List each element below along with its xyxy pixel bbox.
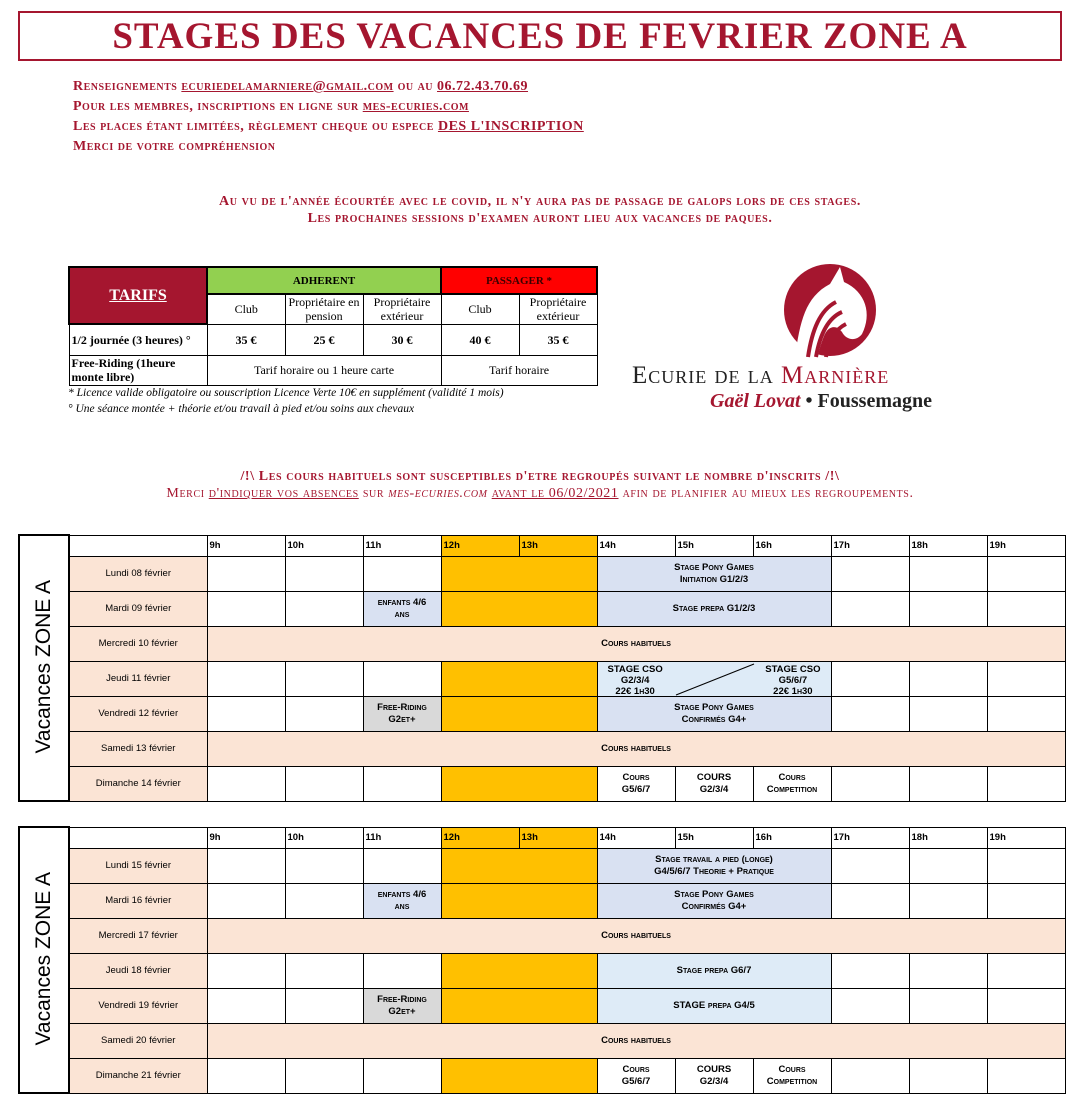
cours-habituels: Cours habituels	[207, 1023, 1065, 1058]
day-label: Mercredi 10 février	[69, 626, 207, 661]
day-label: Mercredi 17 février	[69, 918, 207, 953]
logo-subtitle	[710, 390, 932, 413]
hour-header: 9h	[207, 827, 285, 848]
adherent-header: ADHERENT	[207, 267, 441, 294]
title-banner	[18, 11, 1062, 61]
event-travail-a-pied: Stage travail a pied (longe) G4/5/6/7 Theorie + Pratique	[597, 848, 831, 883]
info-line-payment	[73, 119, 584, 135]
price-cell: 30 €	[363, 324, 441, 355]
lunch-break	[441, 848, 597, 883]
lunch-break	[441, 766, 597, 801]
lunch-break	[441, 591, 597, 626]
lunch-break	[441, 556, 597, 591]
day-label: Vendredi 12 février	[69, 696, 207, 731]
free-riding-adherent: Tarif horaire ou 1 heure carte	[207, 355, 441, 385]
info-line-inscription	[73, 99, 469, 115]
lunch-break	[441, 1058, 597, 1093]
event-cours-g567: Cours G5/6/7	[597, 1058, 675, 1093]
day-label: Mardi 09 février	[69, 591, 207, 626]
hour-header: 17h	[831, 827, 909, 848]
zone-label: Vacances ZONE A	[19, 827, 69, 1093]
logo-name-red: Marnière	[781, 362, 890, 389]
hour-header: 17h	[831, 535, 909, 556]
row-free-riding: Free-Riding (1heure monte libre)	[69, 355, 207, 385]
hour-header: 18h	[909, 827, 987, 848]
col-club-passager: Club	[441, 294, 519, 324]
hour-header: 18h	[909, 535, 987, 556]
hour-header: 11h	[363, 535, 441, 556]
price-cell: 40 €	[441, 324, 519, 355]
hour-header: 13h	[519, 535, 597, 556]
passager-header: PASSAGER *	[441, 267, 597, 294]
day-label: Lundi 15 février	[69, 848, 207, 883]
event-free-riding: Free-Riding G2et+	[363, 696, 441, 731]
contact-or: ou au	[393, 79, 438, 94]
lunch-break	[441, 883, 597, 918]
lunch-break	[441, 953, 597, 988]
event-stage-prepa: Stage prepa G1/2/3	[597, 591, 831, 626]
note-licence: * Licence valide obligatoire ou souscription Licence Verte 10€ en supplément (validité 1 mois)	[68, 387, 504, 399]
lunch-break	[441, 696, 597, 731]
lunch-break	[441, 661, 597, 696]
corner-cell	[69, 535, 207, 556]
day-label: Dimanche 21 février	[69, 1058, 207, 1093]
event-pony-games-confirmes: Stage Pony Games Confirmés G4+	[597, 883, 831, 918]
event-cours-competition: Cours Competition	[753, 1058, 831, 1093]
covid-notice-1: Au vu de l'année écourtée avec le covid, il n'y aura pas de passage de galops lors de ces stages.	[219, 194, 861, 209]
hour-header: 13h	[519, 827, 597, 848]
schedule-week-1	[18, 534, 1064, 802]
free-riding-passager: Tarif horaire	[441, 355, 597, 385]
cours-habituels: Cours habituels	[207, 918, 1065, 953]
price-cell: 35 €	[519, 324, 597, 355]
hour-header: 16h	[753, 827, 831, 848]
day-label: Mardi 16 février	[69, 883, 207, 918]
logo-town: Foussemagne	[817, 390, 932, 412]
event-stage-prepa-g67: Stage prepa G6/7	[597, 953, 831, 988]
payment-label: Les places étant limitées, règlement cheque ou espece	[73, 119, 438, 134]
day-label: Samedi 13 février	[69, 731, 207, 766]
hour-header: 14h	[597, 827, 675, 848]
hour-header: 11h	[363, 827, 441, 848]
event-enfants: enfants 4/6 ans	[363, 591, 441, 626]
inscription-label: Pour les membres, inscriptions en ligne sur	[73, 99, 363, 114]
event-free-riding: Free-Riding G2et+	[363, 988, 441, 1023]
col-prop-ext-passager: Propriétaire extérieur	[519, 294, 597, 324]
hour-header: 10h	[285, 827, 363, 848]
day-label: Vendredi 19 février	[69, 988, 207, 1023]
logo-name	[632, 362, 889, 390]
price-cell: 25 €	[285, 324, 363, 355]
warning-text: Merci	[166, 486, 209, 501]
schedule-week-2	[18, 826, 1064, 1094]
hour-header: 15h	[675, 827, 753, 848]
cours-habituels: Cours habituels	[207, 626, 1065, 661]
email-link[interactable]: ecuriedelamarniere@gmail.com	[181, 79, 394, 94]
phone-link[interactable]: 06.72.43.70.69	[437, 79, 529, 94]
covid-notice-2: Les prochaines sessions d'examen auront lieu aux vacances de paques.	[307, 211, 773, 226]
day-label: Lundi 08 février	[69, 556, 207, 591]
logo-separator: •	[805, 390, 813, 412]
day-label: Jeudi 18 février	[69, 953, 207, 988]
tarifs-table	[68, 266, 598, 386]
hour-header: 9h	[207, 535, 285, 556]
hour-header: 14h	[597, 535, 675, 556]
day-label: Samedi 20 février	[69, 1023, 207, 1058]
hour-header: 12h	[441, 827, 519, 848]
event-pony-games-confirmes: Stage Pony Games Confirmés G4+	[597, 696, 831, 731]
warning-absences: d'indiquer vos absences	[208, 486, 359, 501]
logo-name-black: Ecurie de la	[632, 362, 782, 389]
note-seance: ° Une séance montée + théorie et/ou travail à pied et/ou soins aux chevaux	[68, 403, 415, 415]
event-cours-g234: COURS G2/3/4	[675, 1058, 753, 1093]
corner-cell	[69, 827, 207, 848]
zone-label: Vacances ZONE A	[19, 535, 69, 801]
day-label: Jeudi 11 février	[69, 661, 207, 696]
col-prop-pension: Propriétaire en pension	[285, 294, 363, 324]
info-line-contact	[73, 79, 528, 95]
warning-text: sur	[358, 486, 389, 501]
event-stage-prepa-g45: STAGE prepa G4/5	[597, 988, 831, 1023]
hour-header: 16h	[753, 535, 831, 556]
tarifs-header: TARIFS	[69, 267, 207, 324]
event-stage-cso: STAGE CSO G2/3/4 22€ 1h30 STAGE CSO G5/6/7 22€ 1h30	[597, 661, 831, 696]
cours-habituels: Cours habituels	[207, 731, 1065, 766]
site-link[interactable]: mes-ecuries.com	[362, 99, 469, 114]
price-cell: 35 €	[207, 324, 285, 355]
hour-header: 10h	[285, 535, 363, 556]
contact-label: Renseignements	[73, 79, 182, 94]
warning-deadline: avant le 06/02/2021	[491, 486, 619, 501]
warning-text: afin de planifier au mieux les regroupements.	[618, 486, 914, 501]
event-cours-g567: Cours G5/6/7	[597, 766, 675, 801]
hour-header: 12h	[441, 535, 519, 556]
page-title: STAGES DES VACANCES DE FEVRIER ZONE A	[112, 15, 968, 57]
day-label: Dimanche 14 février	[69, 766, 207, 801]
lunch-break	[441, 988, 597, 1023]
col-prop-exterieur: Propriétaire extérieur	[363, 294, 441, 324]
event-enfants: enfants 4/6 ans	[363, 883, 441, 918]
event-cours-g234: COURS G2/3/4	[675, 766, 753, 801]
event-cours-competition: Cours Competition	[753, 766, 831, 801]
warning-site[interactable]: mes-ecuries.com	[388, 486, 488, 501]
hour-header: 19h	[987, 535, 1065, 556]
payment-emphasis: DES L'INSCRIPTION	[437, 119, 584, 134]
hour-header: 15h	[675, 535, 753, 556]
col-club: Club	[207, 294, 285, 324]
row-demi-journee: 1/2 journée (3 heures) °	[69, 324, 207, 355]
logo-owner: Gaël Lovat	[710, 390, 801, 412]
warning-line-2	[0, 486, 1080, 502]
hour-header: 19h	[987, 827, 1065, 848]
event-pony-games-initiation: Stage Pony Games Initiation G1/2/3	[597, 556, 831, 591]
warning-line-1: /!\ Les cours habituels sont susceptibles d'etre regroupés suivant le nombre d'inscrits /!\	[240, 469, 840, 484]
info-line-thanks: Merci de votre compréhension	[73, 139, 276, 154]
